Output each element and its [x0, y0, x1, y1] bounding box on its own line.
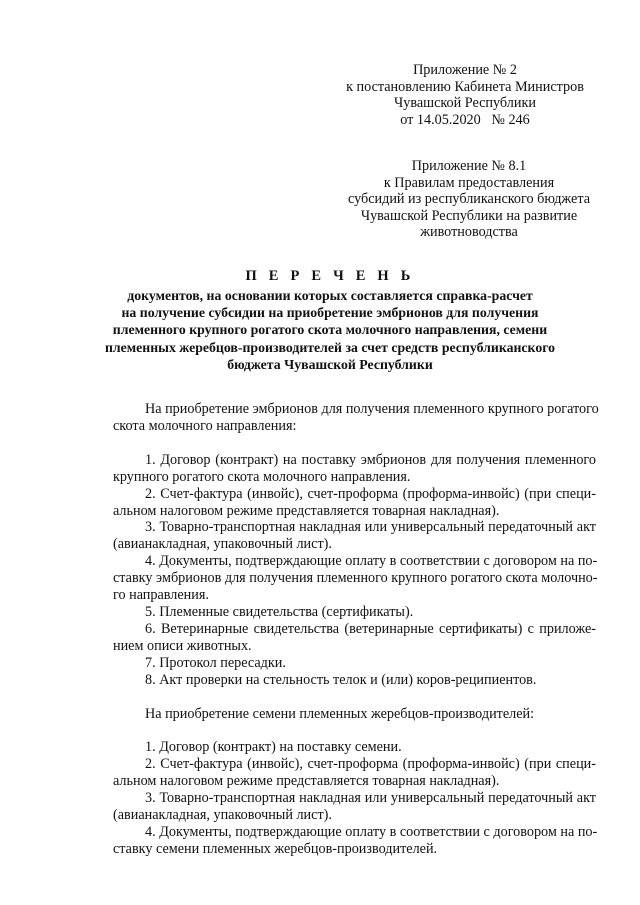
- appendix-line: к Правилам предоставления: [383, 174, 555, 191]
- appendix-line: животноводства: [420, 224, 518, 240]
- text-line: 3. Товарно-транспортная накладная или универсальный передаточный акт: [145, 519, 596, 536]
- text-line: 2. Счет-фактура (инвойс), счет-проформа (проформа-инвойс) (при специ-: [145, 485, 596, 502]
- text-line: альном налоговом режиме представляется товарная накладная).: [113, 502, 500, 519]
- appendix-line: к постановлению Кабинета Министров: [346, 78, 584, 95]
- list-item: [113, 486, 596, 520]
- list-item: [113, 739, 596, 756]
- title-line: племенного крупного рогатого скота молочного направления, семени: [112, 322, 548, 338]
- section1-heading: [113, 401, 599, 435]
- text-line: ставку эмбрионов для получения племенного крупного рогатого скота молочно-: [113, 570, 598, 587]
- text-line: 4. Документы, подтверждающие оплату в соответствии с договором на по-: [145, 553, 598, 570]
- document-body: [113, 401, 599, 858]
- section2-heading: [113, 706, 596, 723]
- title-word: П Е Р Е Ч Е Н Ь: [245, 268, 415, 284]
- appendix-header-2: [338, 158, 600, 241]
- list-item: [113, 553, 596, 604]
- text-line: крупного рогатого скота молочного направления.: [113, 468, 411, 485]
- text-line: го направления.: [113, 587, 209, 604]
- text-line: 7. Протокол пересадки.: [145, 654, 286, 671]
- appendix-line: от 14.05.2020 № 246: [400, 111, 530, 128]
- title-line: документов, на основании которых составляется справка-расчет: [127, 288, 533, 303]
- title-line: бюджета Чувашской Республики: [227, 356, 433, 372]
- section1-list: [113, 452, 596, 689]
- text-line: скота молочного направления:: [113, 417, 297, 434]
- list-item: [113, 621, 596, 655]
- text-line: 1. Договор (контракт) на поставку семени.: [145, 739, 402, 756]
- list-item: [113, 756, 596, 790]
- list-item: [113, 824, 596, 858]
- text-line: На приобретение семени племенных жеребцов-производителей:: [145, 705, 535, 722]
- appendix-line: Приложение № 8.1: [411, 158, 527, 174]
- list-item: [113, 655, 596, 672]
- appendix-line: Чувашской Республики на развитие: [360, 207, 578, 224]
- appendix-line: Приложение № 2: [413, 62, 517, 78]
- list-item: [113, 452, 596, 486]
- text-line: 8. Акт проверки на стельность телок и (или) коров-реципиентов.: [145, 671, 537, 688]
- appendix-line: субсидий из республиканского бюджета: [347, 191, 591, 207]
- text-line: 2. Счет-фактура (инвойс), счет-проформа (проформа-инвойс) (при специ-: [145, 756, 596, 773]
- text-line: альном налоговом режиме представляется товарная накладная).: [113, 773, 500, 790]
- section2-list: [113, 739, 596, 857]
- text-line: 3. Товарно-транспортная накладная или универсальный передаточный акт: [145, 790, 596, 807]
- text-line: нием описи животных.: [113, 637, 252, 654]
- list-item: [113, 790, 596, 824]
- text-line: (авианакладная, упаковочный лист).: [113, 536, 332, 553]
- list-item: [113, 604, 596, 621]
- title-line: на получение субсидии на приобретение эмбрионов для получения: [121, 305, 539, 321]
- appendix-header-1: [345, 62, 585, 128]
- text-line: На приобретение эмбрионов для получения племенного крупного рогатого: [145, 401, 599, 417]
- text-line: 4. Документы, подтверждающие оплату в соответствии с договором на по-: [145, 823, 598, 840]
- text-line: (авианакладная, упаковочный лист).: [113, 807, 332, 824]
- text-line: 1. Договор (контракт) на поставку эмбрионов для получения племенного: [145, 451, 596, 468]
- list-item: [113, 519, 596, 553]
- text-line: 6. Ветеринарные свидетельства (ветеринарные сертификаты) с приложе-: [145, 620, 596, 637]
- list-item: [113, 672, 596, 689]
- text-line: ставку семени племенных жеребцов-производителей.: [113, 840, 438, 857]
- text-line: 5. Племенные свидетельства (сертификаты).: [145, 603, 414, 620]
- appendix-line: Чувашской Республики: [394, 95, 536, 111]
- title-line: племенных жеребцов-производителей за счет средств республиканского: [104, 339, 556, 355]
- document-title: [90, 267, 570, 373]
